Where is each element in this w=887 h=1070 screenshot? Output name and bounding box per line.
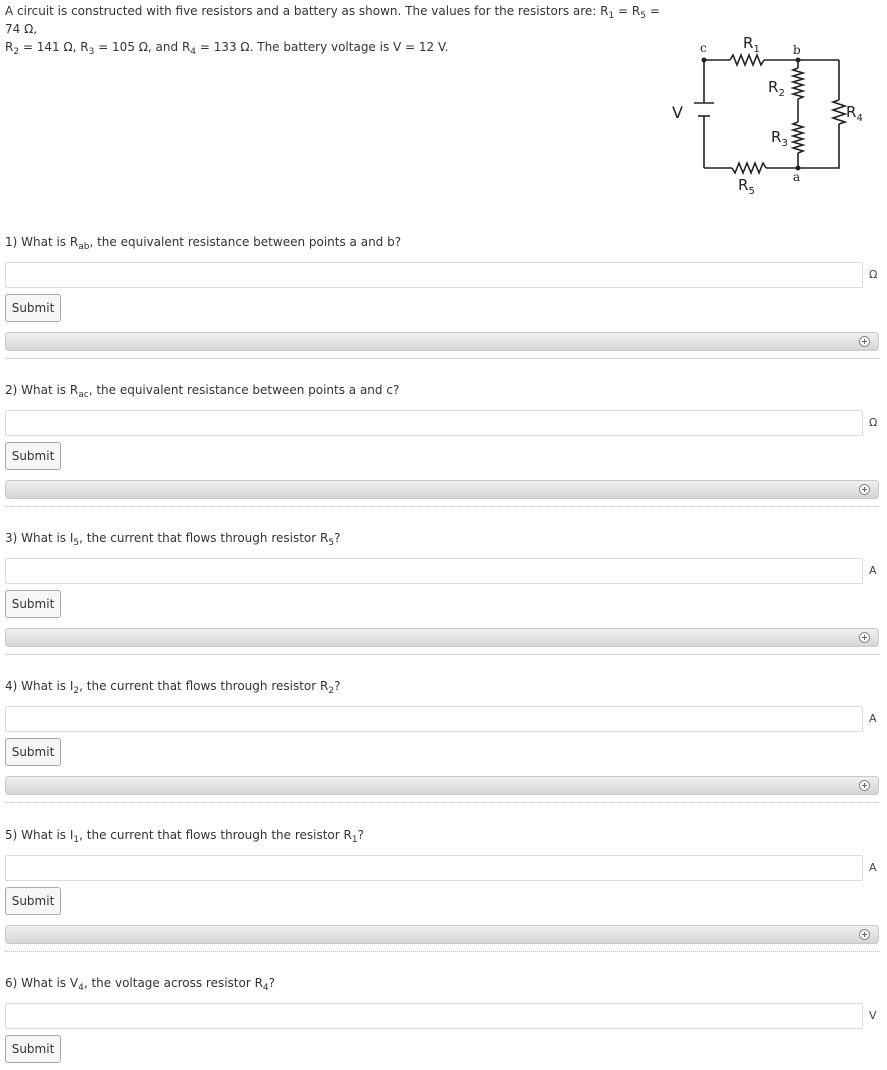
question-text: ? (334, 531, 341, 545)
subscript: 4 (190, 47, 197, 57)
subscript: 2 (73, 686, 80, 696)
answer-row (5, 1003, 880, 1031)
r3-label (771, 128, 788, 149)
problem-text: = 141 Ω, R (19, 40, 89, 54)
hint-expander[interactable] (5, 332, 879, 351)
unit-label: Ω (869, 416, 878, 429)
divider (5, 951, 880, 952)
node-a-label: a (793, 170, 801, 184)
r1-sub: 1 (753, 44, 760, 55)
node-c (702, 58, 707, 63)
subscript: 2 (328, 686, 335, 696)
node-b (796, 58, 801, 63)
battery-label: V (672, 103, 683, 122)
submit-button[interactable]: Submit (5, 887, 61, 915)
node-b-label: b (793, 43, 801, 57)
r3-letter: R (771, 128, 782, 146)
hint-expander[interactable] (5, 925, 879, 944)
divider (5, 654, 880, 655)
r3-sub: 3 (781, 138, 788, 149)
divider (5, 358, 880, 359)
problem-text: A circuit is constructed with five resistors and a battery as shown. The values for the resistors are: R (5, 4, 609, 18)
question-1 (5, 234, 880, 369)
subscript: 4 (78, 983, 84, 993)
answer-row (5, 855, 880, 883)
question-text: 1) What is R (5, 235, 79, 249)
answer-row (5, 410, 880, 438)
answer-input[interactable] (5, 855, 863, 881)
question-4 (5, 678, 880, 813)
question-text: ? (268, 976, 276, 990)
question-5 (5, 827, 880, 962)
answer-row (5, 558, 880, 586)
question-2 (5, 382, 880, 517)
subscript: ab (78, 242, 90, 252)
submit-button[interactable]: Submit (5, 1035, 61, 1063)
answer-row (5, 706, 880, 734)
subscript: 1 (351, 835, 358, 845)
problem-line-1 (5, 2, 665, 38)
question-text: , the voltage across resistor R (83, 976, 263, 990)
problem-text: = 105 Ω, and R (94, 40, 191, 54)
subscript: 1 (73, 835, 80, 845)
plus-icon (859, 780, 870, 791)
question-text: 3) What is I (5, 531, 74, 545)
unit-label: Ω (869, 268, 878, 281)
problem-line-2 (5, 38, 665, 56)
r5-label (738, 176, 755, 197)
r5-letter: R (738, 176, 749, 194)
question-text: , the equivalent resistance between points a and c? (88, 383, 400, 397)
r1-label (743, 34, 760, 55)
question-text: , the equivalent resistance between points a and b? (89, 235, 402, 249)
circuit-nodes (702, 58, 801, 171)
subscript: 5 (328, 538, 335, 548)
question-text: ? (357, 828, 364, 842)
hint-expander[interactable] (5, 776, 879, 795)
answer-input[interactable] (5, 558, 863, 584)
question-text: 2) What is R (5, 383, 79, 397)
hint-expander[interactable] (5, 628, 879, 647)
divider (5, 802, 880, 803)
submit-button[interactable]: Submit (5, 442, 61, 470)
question-text: 6) What is V (5, 976, 79, 990)
subscript: 3 (88, 47, 95, 57)
node-c-label: c (700, 41, 707, 55)
question-6-text (5, 975, 275, 991)
r2-letter: R (768, 78, 779, 96)
subscript: 5 (640, 11, 646, 21)
unit-label: A (869, 861, 877, 874)
problem-text: R (5, 40, 14, 54)
r2-sub: 2 (778, 88, 785, 99)
unit-label: A (869, 564, 877, 577)
subscript: 4 (262, 983, 269, 993)
question-text: 5) What is I (5, 828, 74, 842)
subscript: 5 (73, 538, 80, 548)
subscript: ac (78, 390, 89, 400)
question-text: , the current that flows through resistor R (79, 531, 329, 545)
divider (5, 506, 880, 507)
hint-expander[interactable] (5, 480, 879, 499)
answer-input[interactable] (5, 706, 863, 732)
circuit-wires (704, 55, 845, 173)
question-text: 4) What is I (5, 679, 74, 693)
plus-icon (859, 484, 870, 495)
question-1-text (5, 234, 401, 250)
question-2-text (5, 382, 399, 398)
problem-text: = 74 Ω, (5, 4, 660, 36)
answer-input[interactable] (5, 1003, 863, 1029)
question-text: , the current that flows through the resistor R (79, 828, 352, 842)
r5-sub: 5 (748, 186, 755, 197)
plus-icon (859, 929, 870, 940)
plus-icon (859, 632, 870, 643)
question-text: ? (334, 679, 341, 693)
r2-label (768, 78, 785, 99)
problem-statement (5, 2, 665, 56)
question-text: , the current that flows through resistor R (79, 679, 329, 693)
question-3-text (5, 530, 340, 546)
subscript: 2 (13, 47, 20, 57)
answer-input[interactable] (5, 410, 863, 436)
r4-letter: R (846, 103, 857, 121)
submit-button[interactable]: Submit (5, 738, 61, 766)
question-3 (5, 530, 880, 665)
unit-label: V (869, 1009, 877, 1022)
unit-label: A (869, 712, 877, 725)
question-4-text (5, 678, 340, 694)
plus-icon (859, 336, 870, 347)
question-6 (5, 975, 880, 1070)
submit-button[interactable]: Submit (5, 590, 61, 618)
battery-symbol (694, 103, 714, 116)
submit-button[interactable]: Submit (5, 294, 61, 322)
circuit-diagram (668, 30, 880, 205)
problem-text: = R (614, 4, 641, 18)
r4-label (846, 103, 863, 124)
r4-sub: 4 (856, 113, 863, 124)
problem-text: = 133 Ω. The battery voltage is V = 12 V. (196, 40, 449, 54)
answer-input[interactable] (5, 262, 863, 288)
r1-letter: R (743, 34, 754, 52)
subscript: 1 (608, 11, 615, 21)
question-5-text (5, 827, 364, 843)
answer-row (5, 262, 880, 290)
